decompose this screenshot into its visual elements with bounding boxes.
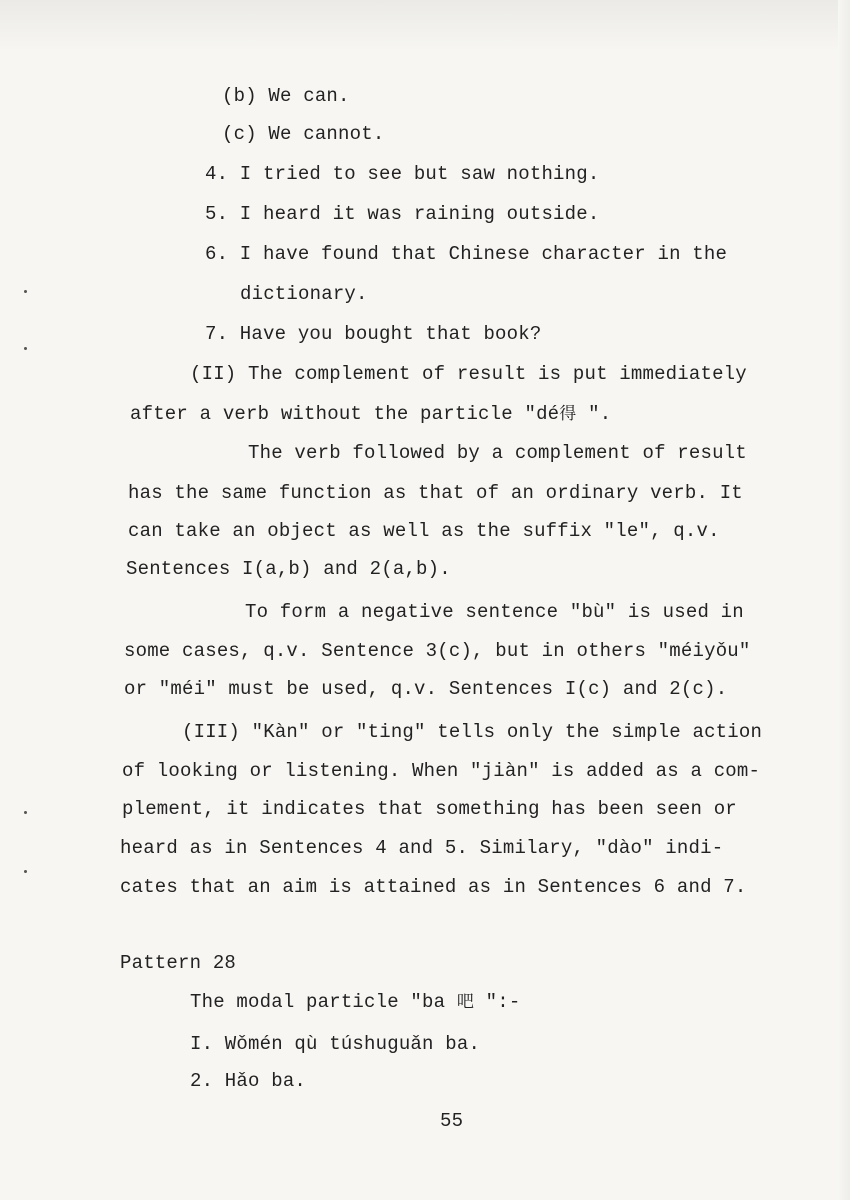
text-line-10: The verb followed by a complement of result bbox=[248, 442, 747, 464]
text-line-15: some cases, q.v. Sentence 3(c), but in others "méiyǒu" bbox=[124, 640, 751, 662]
text-line-19: plement, it indicates that something has been seen or bbox=[122, 798, 737, 820]
chinese-character-ba: 吧 bbox=[456, 992, 475, 1012]
text-line-7: 7. Have you bought that book? bbox=[205, 323, 542, 345]
scan-mark bbox=[24, 811, 27, 814]
page-number: 55 bbox=[440, 1110, 464, 1132]
text-line-2: (c) We cannot. bbox=[222, 123, 385, 145]
text-line-20: heard as in Sentences 4 and 5. Similary, "dào" indi- bbox=[120, 837, 724, 859]
scan-mark bbox=[24, 347, 27, 350]
text-line-22-part-1: The modal particle "ba bbox=[190, 991, 446, 1013]
text-line-1: (b) We can. bbox=[222, 85, 350, 107]
text-line-11: has the same function as that of an ordinary verb. It bbox=[128, 482, 743, 504]
text-line-5: 6. I have found that Chinese character in the bbox=[205, 243, 728, 265]
text-line-3: 4. I tried to see but saw nothing. bbox=[205, 163, 600, 185]
text-line-21: cates that an aim is attained as in Sentences 6 and 7. bbox=[120, 876, 747, 898]
scan-shadow bbox=[0, 0, 850, 52]
pattern-heading: Pattern 28 bbox=[120, 952, 237, 974]
text-line-17: (III) "Kàn" or "ting" tells only the simple action bbox=[182, 721, 763, 743]
text-line-16: or "méi" must be used, q.v. Sentences I(c) and 2(c). bbox=[124, 678, 728, 700]
text-line-22-part-2: ":- bbox=[485, 991, 521, 1013]
text-line-18: of looking or listening. When "jiàn" is added as a com- bbox=[122, 760, 761, 782]
scan-mark bbox=[24, 290, 27, 293]
example-sentence-2: 2. Hǎo ba. bbox=[190, 1070, 307, 1092]
example-sentence-1: I. Wǒmén qù túshuguǎn ba. bbox=[190, 1033, 481, 1055]
text-line-9-part-2: ". bbox=[588, 403, 612, 425]
scan-edge bbox=[838, 0, 850, 1200]
text-line-8: (II) The complement of result is put immediately bbox=[190, 363, 747, 385]
scan-mark bbox=[24, 870, 27, 873]
text-line-9-part-1: after a verb without the particle "dé bbox=[130, 403, 560, 425]
text-line-9 bbox=[130, 402, 611, 426]
text-line-13: Sentences I(a,b) and 2(a,b). bbox=[126, 558, 451, 580]
text-line-14: To form a negative sentence "bù" is used in bbox=[245, 601, 744, 623]
text-line-12: can take an object as well as the suffix "le", q.v. bbox=[128, 520, 720, 542]
chinese-character-de: 得 bbox=[559, 404, 577, 424]
text-line-22 bbox=[190, 990, 520, 1014]
text-line-4: 5. I heard it was raining outside. bbox=[205, 203, 600, 225]
text-line-6: dictionary. bbox=[240, 283, 368, 305]
